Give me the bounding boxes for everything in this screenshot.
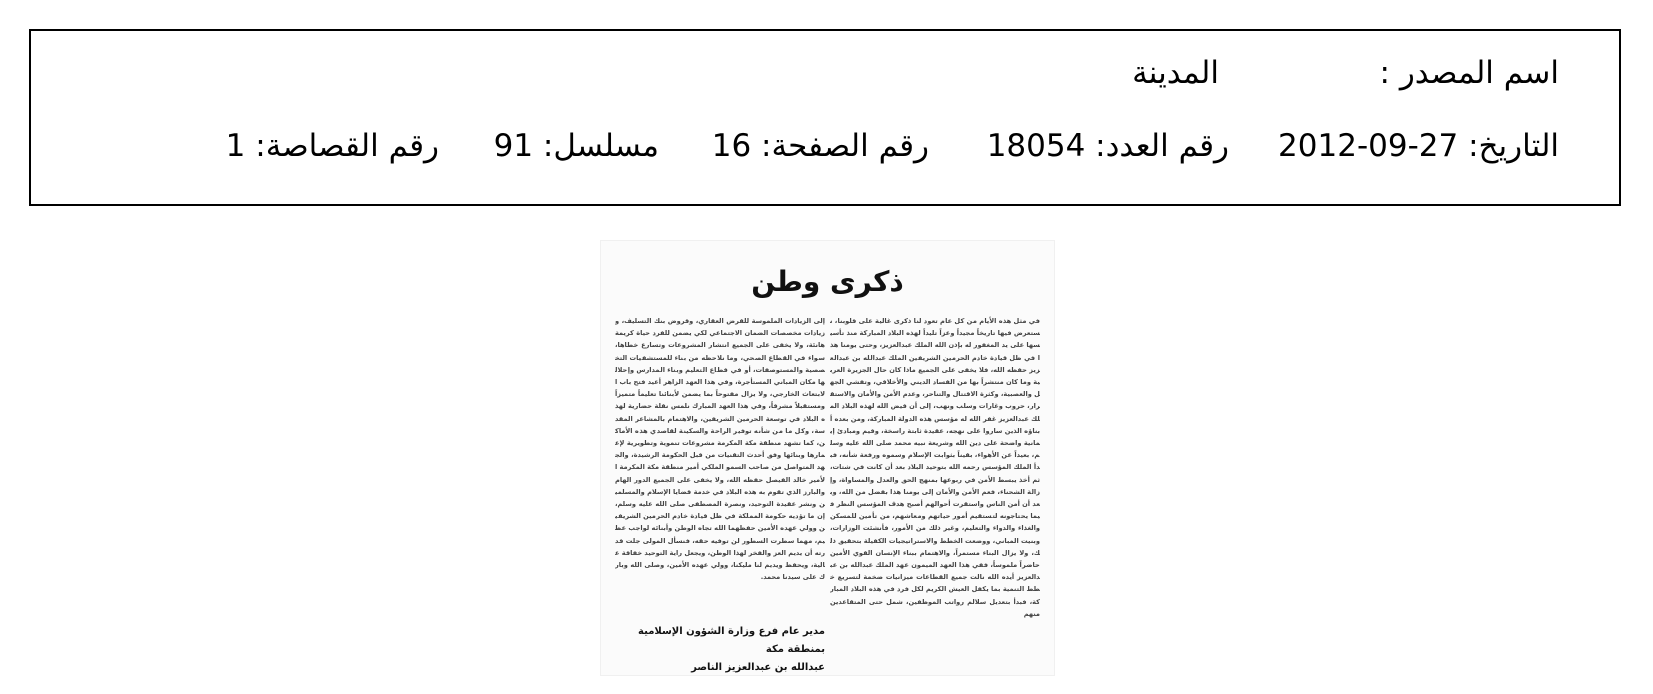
- article-signature: [615, 623, 825, 676]
- date-field: التاريخ: 27-09-2012: [1278, 128, 1559, 164]
- article-column-right: في مثل هذه الأيام من كل عام تعود لنا ذكرى غالية على قلوبنا، نستعرض فيها تاريخاً مجيداً وعزاً تليداً لهذه البلاد المباركة منذ تأسيسها على يد المغفور له بإذن الله الملك عبدالعزيز، وحتى يومنا هذا في ظل قيادة خادم الحرمين الشريفين الملك عبدالله بن عبدالعزيز حفظه الله، فلا يخفى على الجميع ماذا كان حال الجزيرة العربية وما كان منتشراً بها من الفساد الديني والأخلاقي، وتفشي الجهل والعصبية، وكثرة الاقتتال والتناحر، وعدم الأمن والأمان والاستقرار، حروب وغارات وسلب ونهب، إلى أن قيض الله لهذه البلاد الملك عبدالعزيز غفر الله له مؤسس هذه الدولة المباركة، ومن بعده أبناؤه الذين ساروا على نهجه، عقيدة ثابتة راسخة، وقيم ومبادئ إيمانية واضحة على دين الله وشريعة نبيه محمد صلى الله عليه وسلم، بعيداً عن الأهواء، بقيناً بثوابت الإسلام وسموه ورفعة شأنه، فبدأ الملك المؤسس رحمه الله بتوحيد البلاد بعد أن كانت في شتات، ثم أخذ يبسط الأمن في ربوعها بمنهج الحق والعدل والمساواة، وإزالة الشحناء، فعم الأمن والأمان إلى يومنا هذا بفضل من الله، وبعد أن أمن الناس واستقرت أحوالهم أصبح هدف المؤسس النظر فيما يحتاجونه لتستقيم أمور حياتهم ومعاشهم، من تأمين للمسكن والغذاء والدواء والتعليم، وغير ذلك من الأمور، فأنشئت الوزارات، وبنيت المباني، ووضعت الخطط والاستراتيجيات الكفيلة بتحقيق ذلك، ولا يزال البناء مستمراً، والاهتمام ببناء الإنسان القوي الأمين حاضراً ملموساً، ففي هذا العهد الميمون عهد الملك عبدالله بن عبدالعزيز أيده الله نالت جميع القطاعات ميزانيات ضخمة لتسريع خطط التنمية بما يكفل العيش الكريم لكل فرد في هذه البلاد المباركة، فبدأ بتعديل سلالم رواتب الموظفين، شمل حتى المتقاعدين منهم: [830, 317, 1040, 618]
- clip-number-field: رقم القصاصة: 1: [225, 128, 439, 164]
- source-row: [31, 53, 1619, 93]
- newspaper-clipping: [600, 240, 1055, 676]
- article-column-left: إلى الزيادات الملموسة للقرض العقاري، وقروض بنك التسليف، وزيادات مخصصات الضمان الاجتماعي لكي يضمن للفرد حياة كريمة هانئة، ولا يخفى على الجميع انتشار المشروعات وتسارع خطاها، سواء في القطاع الصحي، وما نلاحظه من بناء للمستشفيات التخصصية والمستوصفات، أو في قطاع التعليم وبناء المدارس وإحلالها مكان المباني المستأجرة، وفي هذا العهد الزاهر أعيد فتح باب الابتعاث الخارجي، ولا يزال مفتوحاً بما يضمن لأبنائنا تعليماً متميزاً ومستقبلاً مشرقاً، وفي هذا العهد المبارك نلمس نقلة حضارية لهذه البلاد في توسعة الحرمين الشريفين، والاهتمام بالمشاعر المقدسة، وكل ما من شأنه توفير الراحة والسكينة لقاصدي هذه الأماكن، كما تشهد منطقة مكة المكرمة مشروعات تنموية وتطويرية لإعمارها وبنائها وفق أحدث التقنيات من قبل الحكومة الرشيدة، والجهد المتواصل من صاحب السمو الملكي أمير منطقة مكة المكرمة الأمير خالد الفيصل حفظه الله، ولا يخفى على الجميع الدور الهام والبارز الذي تقوم به هذه البلاد في خدمة قضايا الإسلام والمسلمين ونشر عقيدة التوحيد، ونصرة المصطفى صلى الله عليه وسلم، إن ما تؤديه حكومة المملكة في ظل قيادة خادم الحرمين الشريفين وولي عهده الأمين حفظهما الله تجاه الوطن وأبنائه لواجب عظيم، مهما سطرت السطور لن توفيه حقه، فنسأل المولى جلت قدرته أن يديم العز والفخر لهذا الوطن، ويجعل راية التوحيد خفاقة عالية، ويحفظ ويديم لنا مليكنا، وولي عهده الأمين، وصلى الله وبارك على سيدنا محمد.: [615, 317, 825, 582]
- article-headline: ذكرى وطن: [751, 265, 904, 298]
- source-value: المدينة: [1132, 55, 1219, 91]
- source-label: اسم المصدر :: [1379, 55, 1559, 91]
- details-row: [31, 126, 1619, 166]
- signature-title: مدير عام فرع وزارة الشؤون الإسلامية بمنطقة مكة: [638, 626, 825, 655]
- serial-field: مسلسل: 91: [493, 128, 659, 164]
- issue-number-field: رقم العدد: 18054: [986, 128, 1229, 164]
- signature-name: عبدالله بن عبدالعزيز الناصر: [691, 662, 825, 673]
- metadata-header: [29, 29, 1621, 206]
- page-number-field: رقم الصفحة: 16: [711, 128, 929, 164]
